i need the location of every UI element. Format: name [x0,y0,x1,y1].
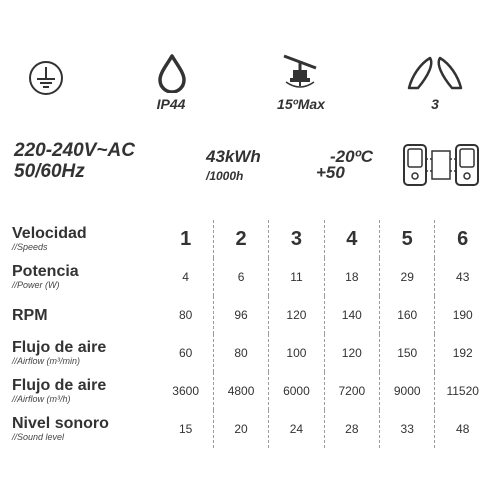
row-sublabel: //Power (W) [12,280,60,290]
table-cell: 120 [269,296,324,334]
row-sublabel: //Airflow (m³/h) [12,394,71,404]
tilt-angle: 15ºMax [277,96,325,112]
table-cell: 43 [435,258,490,296]
blade-count: 3 [431,96,439,112]
table-cell: 150 [380,334,435,372]
table-cell: 60 [178,346,193,360]
row-label: Potencia [12,263,79,280]
table-cell: 1 [180,227,192,250]
table-cell: 6 [213,258,268,296]
table-cell: 5 [380,220,435,258]
table-cell: 48 [435,410,490,448]
table-cell: 6000 [269,372,324,410]
table-cell: 2 [213,220,268,258]
row-sublabel: //Speeds [12,242,48,252]
table-cell: 24 [269,410,324,448]
table-cell: 11 [269,258,324,296]
energy-unit: /1000h [206,169,244,183]
fan-blades-icon [404,54,466,92]
table-cell: 4 [182,270,189,284]
table-cell: 4800 [213,372,268,410]
table-row [12,410,490,448]
table-cell: 3 [269,220,324,258]
energy-consumption: 43kWh [206,147,261,166]
table-cell: 140 [324,296,379,334]
wall-control-icon [402,143,480,187]
table-cell: 4 [324,220,379,258]
table-cell: 120 [324,334,379,372]
row-label: Nivel sonoro [12,415,109,432]
table-cell: 7200 [324,372,379,410]
table-cell: 20 [213,410,268,448]
tilt-bracket-icon [280,52,320,92]
ip-rating: IP44 [156,96,186,112]
table-row [12,372,490,410]
table-cell: 9000 [380,372,435,410]
table-cell: 192 [435,334,490,372]
table-row [12,258,490,296]
temperature-max: +50 [316,163,345,182]
table-cell: 80 [178,308,193,322]
table-cell: 18 [324,258,379,296]
voltage: 220-240V~AC [14,140,135,161]
row-label: Velocidad [12,225,87,242]
table-cell: 15 [178,422,193,436]
table-row [12,296,490,334]
water-drop-icon [156,53,188,93]
table-cell: 33 [380,410,435,448]
row-label-cell [12,372,158,410]
table-cell: 6 [435,220,490,258]
table-cell: 100 [269,334,324,372]
table-cell: 80 [213,334,268,372]
row-label-cell [12,220,158,258]
specs-table [12,220,490,448]
table-cell: 160 [380,296,435,334]
row-sublabel: //Sound level [12,432,65,442]
row-label-cell [12,334,158,372]
row-sublabel: //Airflow (m³/min) [12,356,80,366]
table-cell: 28 [324,410,379,448]
row-label: Flujo de aire [12,377,107,394]
row-label: RPM [12,306,48,324]
temperature-min: -20ºC [330,147,374,166]
frequency: 50/60Hz [14,161,85,182]
table-row [12,334,490,372]
table-cell: 190 [435,296,490,334]
table-cell: 29 [380,258,435,296]
row-label-cell [12,410,158,448]
row-label: Flujo de aire [12,339,107,356]
table-cell: 11520 [435,372,490,410]
table-cell: 3600 [172,384,199,398]
table-row [12,220,490,258]
table-cell: 96 [213,296,268,334]
row-label-cell [12,296,158,334]
ground-icon [28,60,64,96]
row-label-cell [12,258,158,296]
